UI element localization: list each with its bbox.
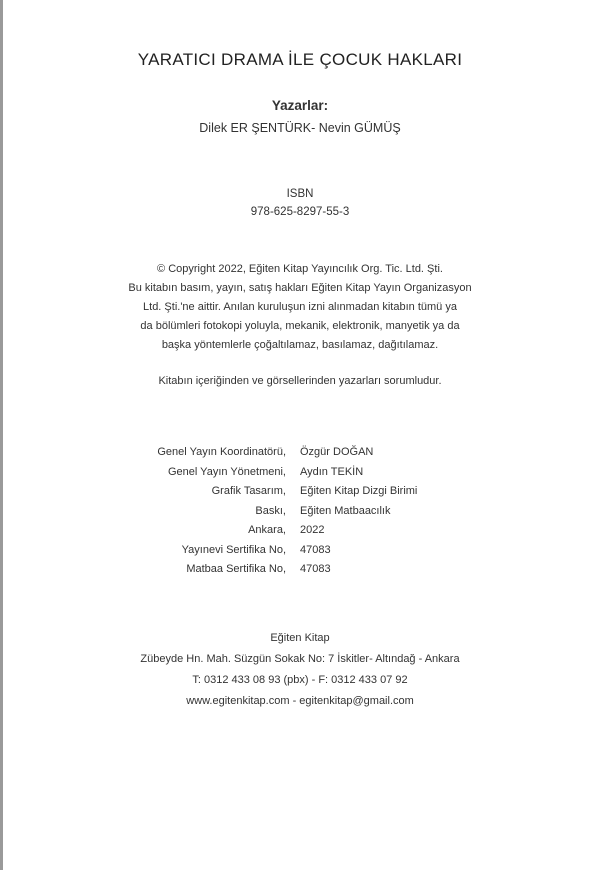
copyright-notice — [90, 260, 510, 355]
credit-row — [0, 541, 600, 561]
credit-label: Genel Yayın Koordinatörü, — [157, 446, 286, 458]
credit-value: Eğiten Matbaacılık — [300, 504, 391, 517]
credit-row — [0, 521, 600, 541]
authors-label: Yazarlar: — [271, 98, 329, 113]
copyright-line: Ltd. Şti.'ne aittir. Anılan kuruluşun izni alınmadan kitabın tümü ya — [143, 301, 457, 313]
credit-value: 47083 — [300, 543, 331, 556]
credit-value: Aydın TEKİN — [300, 465, 364, 478]
credit-label: Matbaa Sertifika No, — [186, 563, 286, 575]
credit-value: 47083 — [300, 563, 331, 575]
authors-names: Dilek ER ŞENTÜRK- Nevin GÜMÜŞ — [199, 121, 401, 135]
credit-row — [0, 502, 600, 522]
copyright-line: başka yöntemlerle çoğaltılamaz, basılamaz, dağıtılamaz. — [161, 339, 439, 351]
publisher-web: www.egitenkitap.com - egitenkitap@gmail.com — [186, 695, 414, 707]
publisher-phone: T: 0312 433 08 93 (pbx) - F: 0312 433 07 92 — [192, 674, 408, 686]
credit-row — [0, 443, 600, 463]
credit-label: Grafik Tasarım, — [211, 485, 286, 497]
isbn-number: 978-625-8297-55-3 — [250, 206, 350, 218]
credit-label: Genel Yayın Yönetmeni, — [167, 465, 286, 478]
credit-label: Yayınevi Sertifika No, — [181, 543, 286, 556]
credit-row — [0, 560, 600, 580]
credit-value: Eğiten Kitap Dizgi Birimi — [300, 485, 418, 497]
credit-value: 2022 — [300, 524, 325, 536]
credits-list — [0, 443, 600, 580]
isbn-label: ISBN — [286, 188, 314, 200]
copyright-line: © Copyright 2022, Eğiten Kitap Yayıncılık Org. Tic. Ltd. Şti. — [157, 263, 443, 275]
credit-label: Baskı, — [255, 504, 286, 517]
credit-row — [0, 482, 600, 502]
responsibility-note: Kitabın içeriğinden ve görsellerinden yazarları sorumludur. — [158, 375, 442, 387]
credit-value: Özgür DOĞAN — [300, 446, 374, 458]
book-title: YARATICI DRAMA İLE ÇOCUK HAKLARI — [137, 50, 463, 69]
credit-label: Ankara, — [248, 524, 286, 536]
publisher-info — [0, 628, 600, 712]
copyright-line: da bölümleri fotokopi yoluyla, mekanik, elektronik, manyetik ya da — [140, 320, 460, 332]
publisher-address: Zübeyde Hn. Mah. Süzgün Sokak No: 7 İskitler- Altındağ - Ankara — [140, 653, 460, 665]
credit-row — [0, 463, 600, 483]
copyright-line: Bu kitabın basım, yayın, satış hakları Eğiten Kitap Yayın Organizasyon — [128, 282, 472, 294]
publisher-name: Eğiten Kitap — [270, 632, 330, 644]
